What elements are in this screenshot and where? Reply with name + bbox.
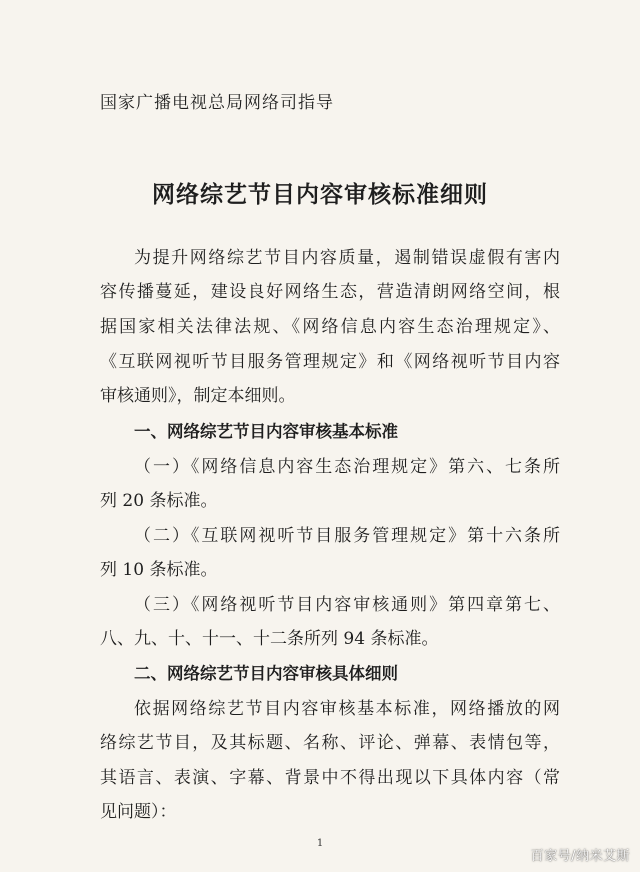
body-line: 络综艺节目，及其标题、名称、评论、弹幕、表情包等， bbox=[100, 733, 560, 753]
intro-line: 容传播蔓延，建设良好网络生态，营造清朗网络空间，根 bbox=[100, 282, 560, 302]
list-item-line: 列 10 条标准。 bbox=[100, 560, 218, 580]
intro-line: 为提升网络综艺节目内容质量，遏制错误虚假有害内 bbox=[134, 248, 560, 268]
list-item-line: （二）《互联网视听节目服务管理规定》第十六条所 bbox=[134, 526, 560, 546]
list-item-line: （一）《网络信息内容生态治理规定》第六、七条所 bbox=[134, 457, 560, 477]
intro-line: 审核通则》，制定本细则。 bbox=[100, 386, 296, 406]
watermark: 百家号/纳米艾斯 bbox=[530, 849, 630, 864]
list-item-line: 八、九、十、十一、十二条所列 94 条标准。 bbox=[100, 629, 439, 649]
section-heading: 一、网络综艺节目内容审核基本标准 bbox=[134, 422, 398, 441]
list-item-line: （三）《网络视听节目内容审核通则》第四章第七、 bbox=[134, 595, 560, 615]
intro-line: 据国家相关法律法规、《网络信息内容生态治理规定》、 bbox=[100, 317, 560, 337]
body-line: 依据网络综艺节目内容审核基本标准，网络播放的网 bbox=[134, 699, 560, 719]
page-number: 1 bbox=[316, 838, 324, 849]
intro-line: 《互联网视听节目服务管理规定》和《网络视听节目内容 bbox=[100, 352, 560, 372]
section-heading: 二、网络综艺节目内容审核具体细则 bbox=[134, 664, 398, 683]
body-line: 其语言、表演、字幕、背景中不得出现以下具体内容（常 bbox=[100, 768, 560, 788]
header-note: 国家广播电视总局网络司指导 bbox=[100, 93, 334, 113]
list-item-line: 列 20 条标准。 bbox=[100, 491, 218, 511]
document-title: 网络综艺节目内容审核标准细则 bbox=[152, 182, 488, 208]
body-line: 见问题）： bbox=[100, 802, 177, 822]
